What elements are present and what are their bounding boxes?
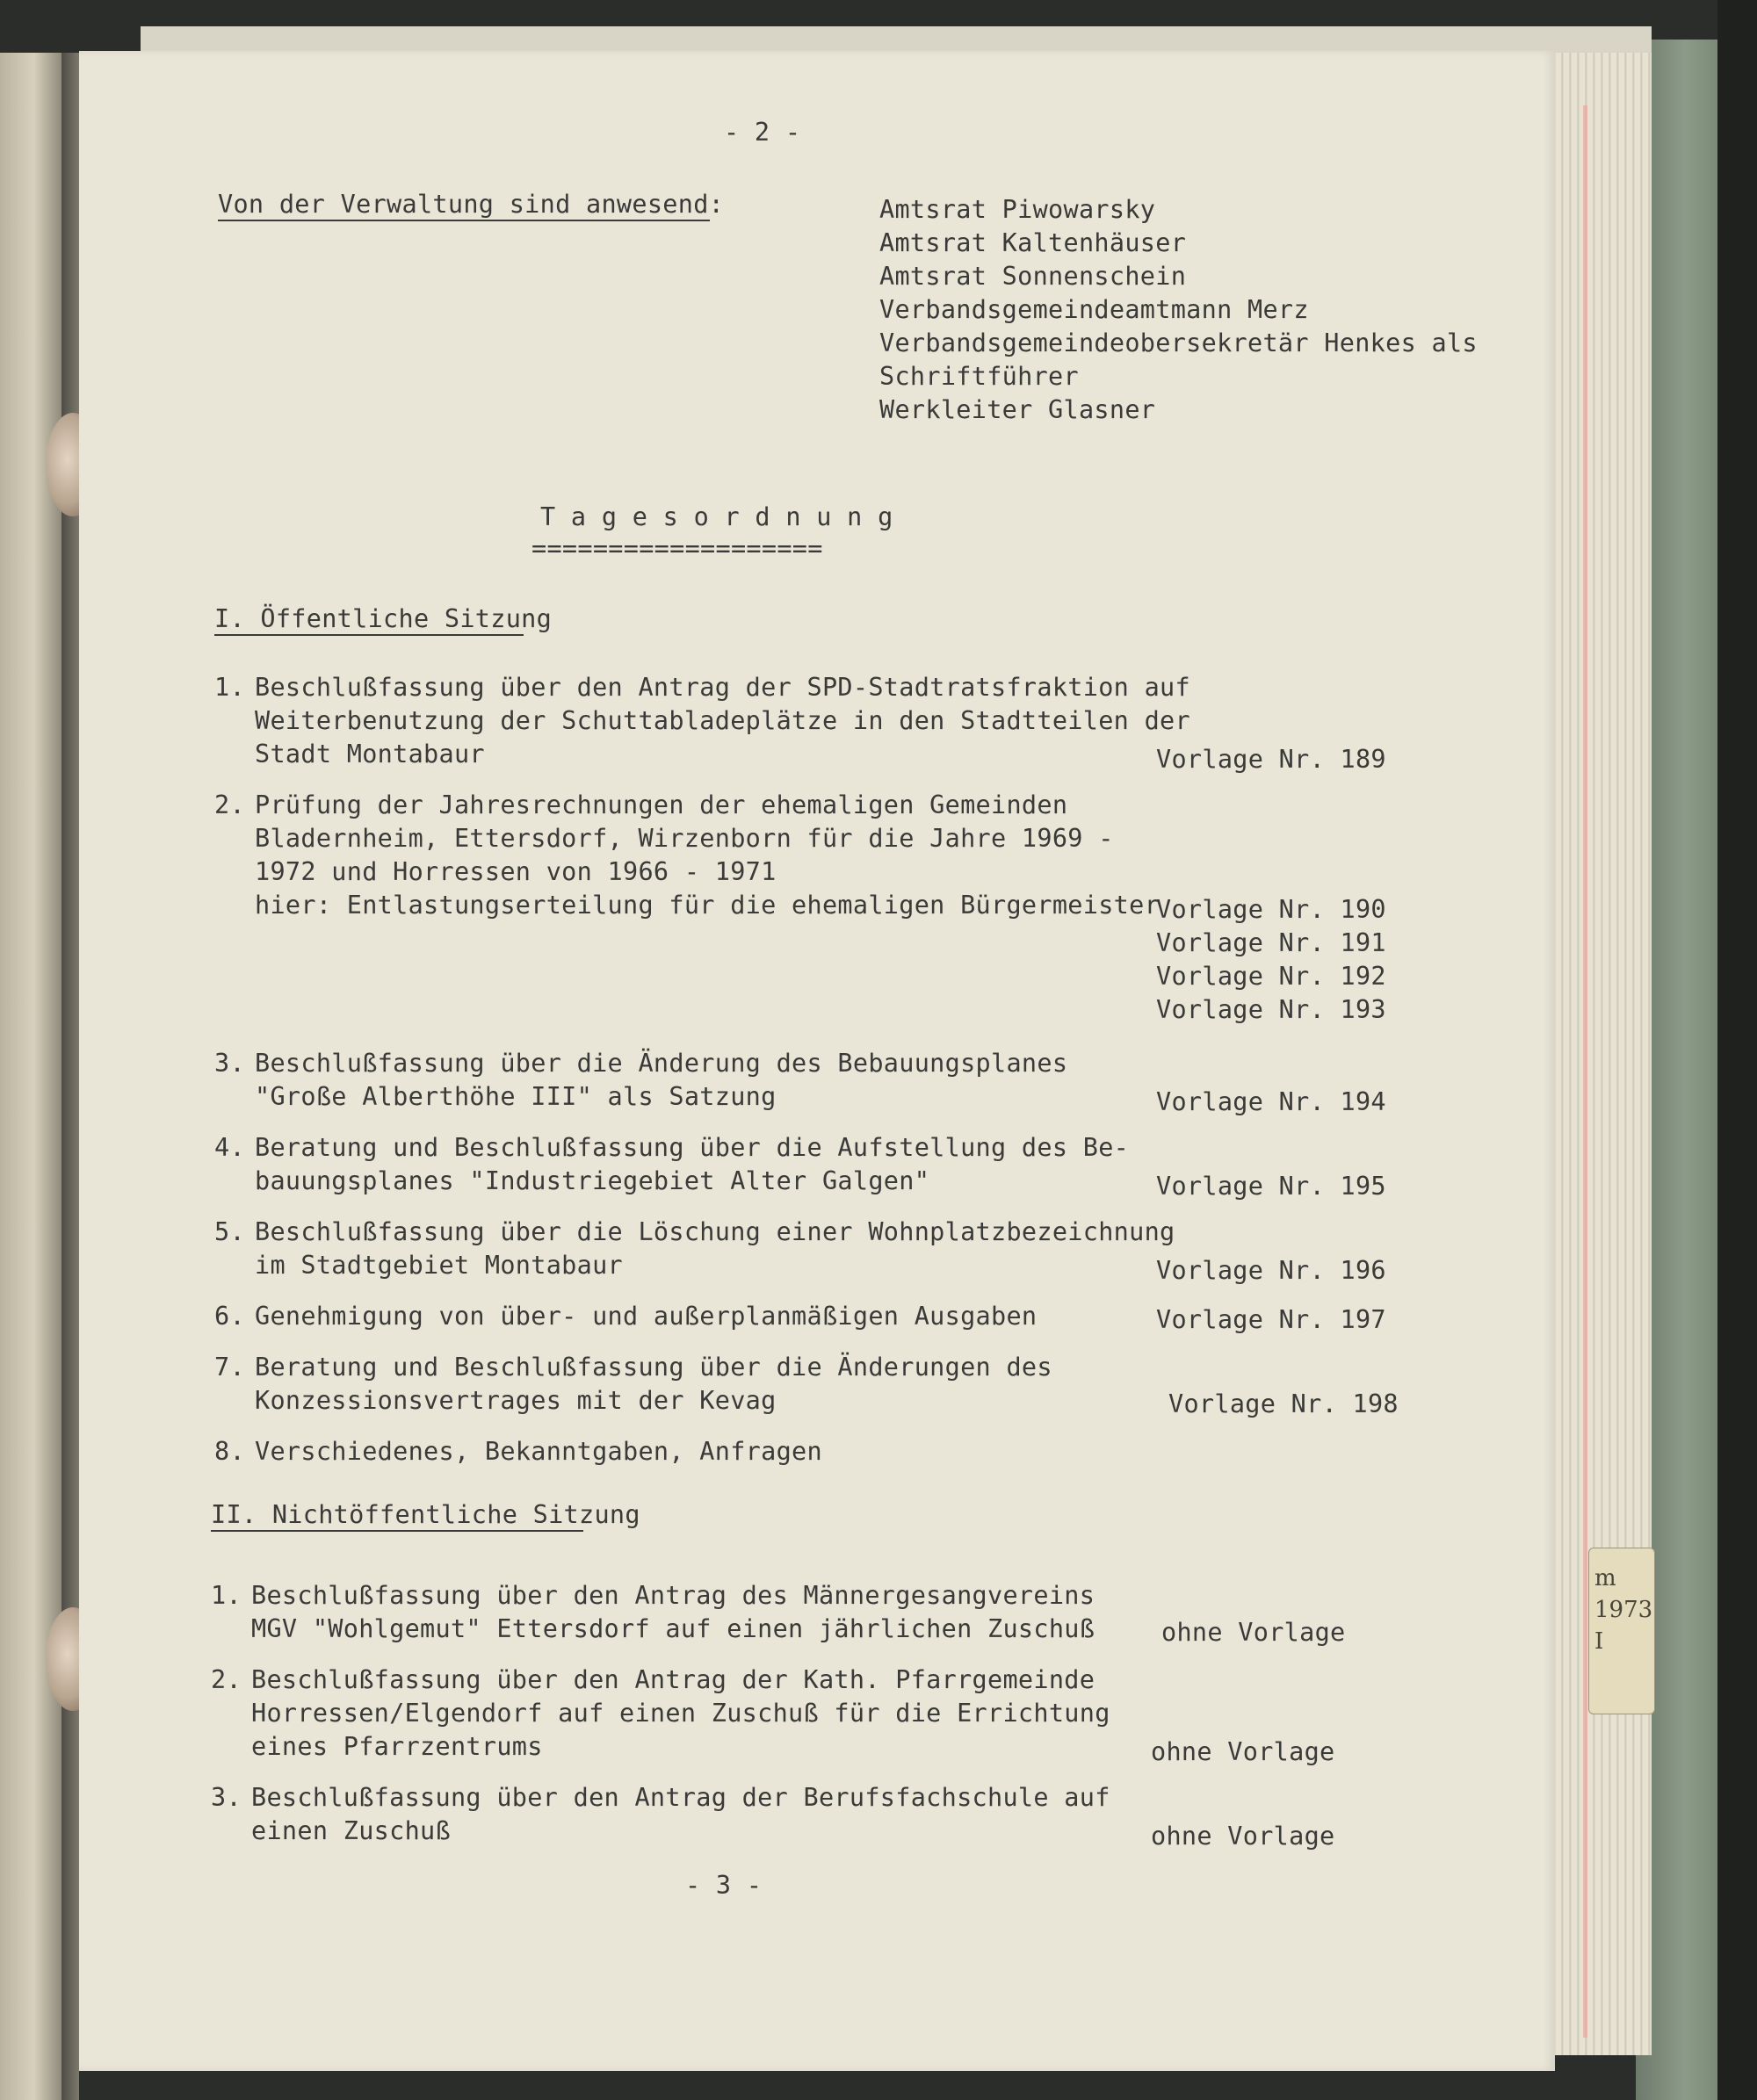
item-number: 1. xyxy=(211,1581,242,1610)
agenda-title-rule: =================== xyxy=(531,534,823,563)
item-line: Beschlußfassung über die Änderung des Bebauungsplanes xyxy=(255,1049,1068,1078)
left-page-edge xyxy=(0,53,61,2100)
item-line: 1972 und Horressen von 1966 - 1971 xyxy=(255,857,777,886)
item-number: 7. xyxy=(214,1353,245,1382)
item-number: 2. xyxy=(211,1665,242,1694)
item-line: Beschlußfassung über den Antrag der SPD-Stadtratsfraktion auf xyxy=(255,673,1190,702)
side-tab xyxy=(1588,1548,1655,1714)
item-number: 2. xyxy=(214,790,245,819)
item-reference: Vorlage Nr. 197 xyxy=(1156,1305,1386,1334)
item-reference: ohne Vorlage xyxy=(1161,1618,1346,1647)
item-line: "Große Alberthöhe III" als Satzung xyxy=(255,1082,777,1111)
side-tab-line: m xyxy=(1594,1565,1616,1591)
item-line: bauungsplanes "Industriegebiet Alter Galgen" xyxy=(255,1166,930,1195)
item-line: einen Zuschuß xyxy=(251,1816,451,1845)
section-heading-nonpublic: II. Nichtöffentliche Sitzung xyxy=(211,1500,640,1529)
item-line: Prüfung der Jahresrechnungen der ehemaligen Gemeinden xyxy=(255,790,1068,819)
stacked-page-edges xyxy=(1548,53,1652,2055)
item-line: im Stadtgebiet Montabaur xyxy=(255,1251,624,1280)
item-reference: Vorlage Nr. 189 xyxy=(1156,745,1386,774)
item-number: 5. xyxy=(214,1217,245,1246)
attendee: Amtsrat Kaltenhäuser xyxy=(879,228,1187,257)
item-number: 1. xyxy=(214,673,245,702)
item-number: 6. xyxy=(214,1302,245,1331)
attendee: Schriftführer xyxy=(879,362,1079,391)
item-reference: ohne Vorlage xyxy=(1151,1737,1335,1766)
item-line: Stadt Montabaur xyxy=(255,740,485,769)
item-reference: ohne Vorlage xyxy=(1151,1822,1335,1851)
item-line: MGV "Wohlgemut" Ettersdorf auf einen jährlichen Zuschuß xyxy=(251,1614,1095,1643)
item-number: 8. xyxy=(214,1437,245,1466)
side-tab-line: I xyxy=(1594,1628,1604,1655)
attendee: Verbandsgemeindeamtmann Merz xyxy=(879,295,1309,324)
folder-edge xyxy=(1717,0,1757,2100)
attendee: Werkleiter Glasner xyxy=(879,395,1156,424)
side-tab-line: 1973 xyxy=(1594,1597,1653,1623)
agenda-title: T a g e s o r d n u n g xyxy=(540,502,893,531)
item-reference: Vorlage Nr. 194 xyxy=(1156,1087,1386,1116)
item-reference: Vorlage Nr. 198 xyxy=(1168,1389,1399,1418)
section-heading-underline xyxy=(214,634,524,636)
item-line: Beratung und Beschlußfassung über die Änderungen des xyxy=(255,1353,1052,1382)
item-number: 3. xyxy=(214,1049,245,1078)
item-reference: Vorlage Nr. 196 xyxy=(1156,1256,1386,1285)
attendee: Amtsrat Sonnenschein xyxy=(879,262,1187,291)
item-line: Beratung und Beschlußfassung über die Aufstellung des Be- xyxy=(255,1133,1130,1162)
binder-spine xyxy=(61,53,79,2100)
item-reference: Vorlage Nr. 195 xyxy=(1156,1172,1386,1201)
item-line: Weiterbenutzung der Schuttabladeplätze in den Stadtteilen der xyxy=(255,706,1190,735)
item-line: hier: Entlastungserteilung für die ehemaligen Bürgermeister xyxy=(255,891,1160,920)
section-heading-underline xyxy=(211,1530,583,1532)
item-number: 4. xyxy=(214,1133,245,1162)
attendee: Verbandsgemeindeobersekretär Henkes als xyxy=(879,328,1478,357)
item-line: Beschlußfassung über den Antrag des Männergesangvereins xyxy=(251,1581,1095,1610)
item-line: Konzessionsvertrages mit der Kevag xyxy=(255,1386,777,1415)
item-line: Genehmigung von über- und außerplanmäßigen Ausgaben xyxy=(255,1302,1038,1331)
item-line: Beschlußfassung über den Antrag der Berufsfachschule auf xyxy=(251,1783,1110,1812)
document-page xyxy=(79,51,1555,2071)
attendee: Amtsrat Piwowarsky xyxy=(879,195,1156,224)
section-heading-public: I. Öffentliche Sitzung xyxy=(214,604,553,633)
item-line: eines Pfarrzentrums xyxy=(251,1732,543,1761)
item-line: Bladernheim, Ettersdorf, Wirzenborn für die Jahre 1969 - xyxy=(255,824,1114,853)
item-line: Beschlußfassung über die Löschung einer Wohnplatzbezeichnung xyxy=(255,1217,1175,1246)
item-line: Horressen/Elgendorf auf einen Zuschuß für die Errichtung xyxy=(251,1699,1110,1728)
item-line: Beschlußfassung über den Antrag der Kath. Pfarrgemeinde xyxy=(251,1665,1095,1694)
item-reference: Vorlage Nr. 192 xyxy=(1156,962,1386,991)
item-line: Verschiedenes, Bekanntgaben, Anfragen xyxy=(255,1437,822,1466)
page-number-bottom: - 3 - xyxy=(685,1871,763,1900)
attendance-heading: Von der Verwaltung sind anwesend: xyxy=(218,190,725,219)
item-reference: Vorlage Nr. 193 xyxy=(1156,995,1386,1024)
pink-page-edge xyxy=(1583,105,1587,2038)
item-reference: Vorlage Nr. 190 xyxy=(1156,895,1386,924)
item-number: 3. xyxy=(211,1783,242,1812)
page-number-top: - 2 - xyxy=(724,118,801,147)
attendance-heading-underline xyxy=(218,220,710,221)
item-reference: Vorlage Nr. 191 xyxy=(1156,928,1386,957)
